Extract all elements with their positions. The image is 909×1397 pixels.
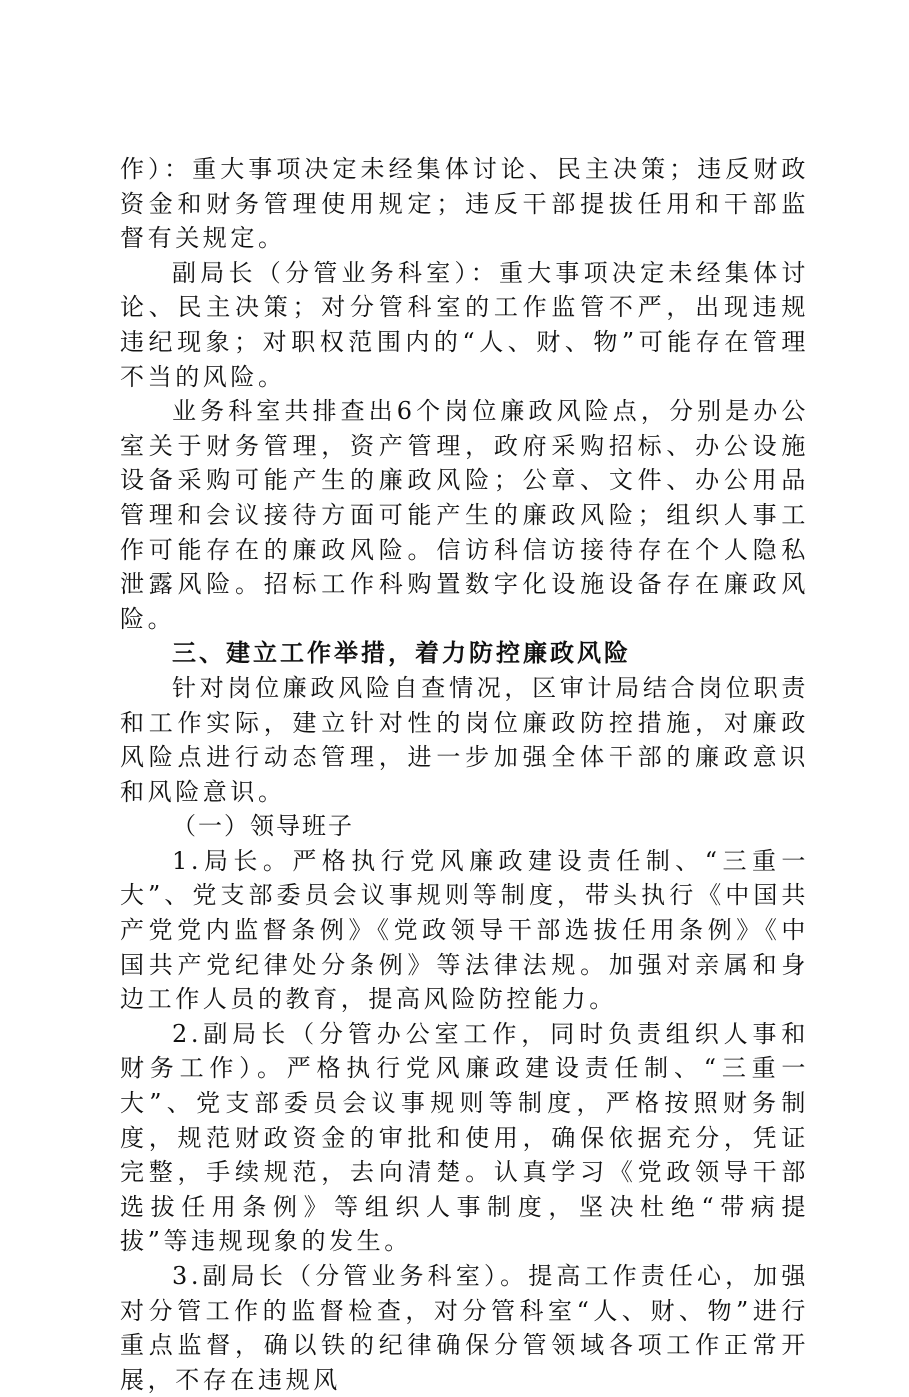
section-heading-3: 三、建立工作举措，着力防控廉政风险 [172,639,631,668]
paragraph-item-1-director: 1.局长。严格执行党风廉政建设责任制、“三重一大”、党支部委员会议事规则等制度，带头执行《中国共产党党内监督条例》《党政领导干部选拔任用条例》《中国共产党纪律处分条例》等法律法规。加强对亲属和身边工作人员的教育，提高风险防控能力。 [120,846,809,1014]
paragraph-continued: 作）：重大事项决定未经集体讨论、民主决策；违反财政资金和财务管理使用规定；违反干部提拔任用和干部监督有关规定。 [120,155,809,253]
subsection-heading-leadership: （一）领导班子 [172,812,354,841]
paragraph-department-risk-points: 业务科室共排查出6个岗位廉政风险点，分别是办公室关于财务管理，资产管理，政府采购招标、办公设施设备采购可能产生的廉政风险；公章、文件、办公用品管理和会议接待方面可能产生的廉政风险；组织人事工作可能存在的廉政风险。信访科信访接待存在个人隐私泄露风险。招标工作科购置数字化设施设备存在廉政风险。 [120,397,809,633]
paragraph-deputy-director-risk: 副局长（分管业务科室）：重大事项决定未经集体讨论、民主决策；对分管科室的工作监管不严，出现违规违纪现象；对职权范围内的“人、财、物”可能存在管理不当的风险。 [120,258,809,391]
paragraph-item-2-deputy-office: 2.副局长（分管办公室工作，同时负责组织人事和财务工作）。严格执行党风廉政建设责任制、“三重一大”、党支部委员会议事规则等制度，严格按照财务制度，规范财政资金的审批和使用，确保依据充分，凭证完整，手续规范，去向清楚。认真学习《党政领导干部选拔任用条例》等组织人事制度，坚决杜绝“带病提拔”等违规现象的发生。 [120,1019,809,1256]
paragraph-measures-intro: 针对岗位廉政风险自查情况，区审计局结合岗位职责和工作实际，建立针对性的岗位廉政防控措施，对廉政风险点进行动态管理，进一步加强全体干部的廉政意识和风险意识。 [120,673,809,806]
paragraph-item-3-deputy-business: 3.副局长（分管业务科室）。提高工作责任心，加强对分管工作的监督检查，对分管科室“人、财、物”进行重点监督，确以铁的纪律确保分管领域各项工作正常开展，不存在违规风 [120,1262,809,1394]
